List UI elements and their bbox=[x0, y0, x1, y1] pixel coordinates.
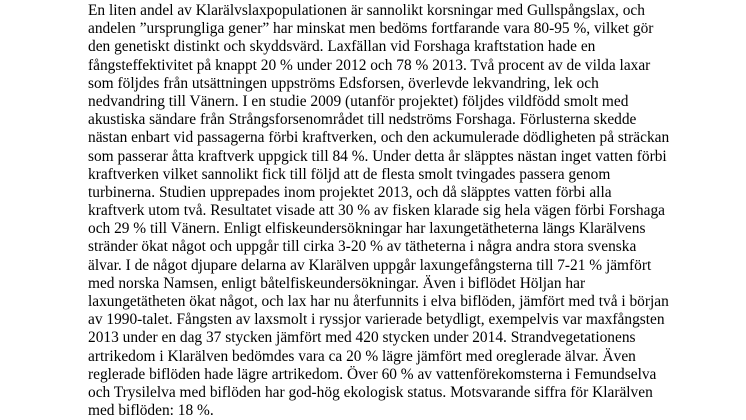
text-line: fångsteffektivitet på knappt 20 % under 2012 och 78 % 2013. Två procent av de vilda laxar bbox=[88, 56, 651, 74]
text-line: stränder ökat något och uppgår till cirka 3-20 % av tätheterna i några andra stora svenska bbox=[88, 238, 637, 256]
text-line: nedvandring till Vänern. I en studie 2009 (utanför projektet) följdes vildfödd smolt med bbox=[88, 92, 629, 110]
text-line: och 29 % till Vänern. Enligt elfiskeundersökningar har laxungetätheterna längs Klarälvens bbox=[88, 220, 646, 238]
text-line: som följdes från utsättningen uppströms Edsforsen, överlevde lekvandring, lek och bbox=[88, 74, 599, 92]
text-line: En liten andel av Klarälvslaxpopulationen är sannolikt korsningar med Gullspångslax, och bbox=[88, 2, 645, 19]
text-line: kraftverken vilket sannolikt fick till följd att de flesta smolt tvingades passera genom bbox=[88, 165, 611, 183]
text-line: andelen ”ursprungliga gener” har minskat men bedöms fortfarande vara 80-95 %, vilket gör bbox=[88, 20, 654, 38]
text-line: nästan enbart vid passagerna förbi kraftverken, och den ackumulerade dödligheten på sträckan bbox=[88, 129, 670, 147]
text-line: älvar. I de något djupare delarna av Klarälven uppgår laxungefångsterna till 7-21 % jämfört bbox=[88, 256, 652, 274]
text-line: som passerar åtta kraftverk uppgick till 84 %. Under detta år släpptes nästan inget vatten förbi bbox=[88, 147, 667, 165]
text-line: artrikedom i Klarälven bedömdes vara ca 20 % lägre jämfört med oreglerade älvar. Även bbox=[88, 347, 636, 365]
text-line: 2013 under en dag 37 stycken jämfört med 420 stycken under 2014. Strandvegetationens bbox=[88, 329, 636, 347]
text-line: och Trysilelva med biflöden har god-hög ekologisk status. Motsvarande siffra för Klarälven bbox=[88, 383, 653, 401]
text-line: den genetiskt distinkt och skyddsvärd. Laxfällan vid Forshaga kraftstation hade en bbox=[88, 38, 596, 56]
body-paragraph bbox=[88, 2, 738, 420]
text-line: med norska Namsen, enligt båtelfiskeundersökningar. Även i biflödet Höljan har bbox=[88, 274, 586, 292]
text-line: laxungetätheten ökat något, och lax har nu återfunnits i elva biflöden, jämfört med två i början bbox=[88, 293, 669, 310]
text-line: turbinerna. Studien upprepades inom projektet 2013, och då släpptes vatten förbi alla bbox=[88, 183, 612, 201]
text-line: akustiska sändare från Strångsforsenområdet till nedströms Forshaga. Förlusterna skedde bbox=[88, 111, 637, 129]
text-line: av 1990-talet. Fångsten av laxsmolt i ryssjor varierade betydligt, exempelvis var maxfångsten bbox=[88, 311, 665, 329]
text-line: kraftverk utom två. Resultatet visade att 30 % av fisken klarade sig hela vägen förbi Forshaga bbox=[88, 202, 665, 220]
text-line: med biflöden: 18 %. bbox=[88, 402, 214, 420]
text-line: reglerade biflöden hade lägre artrikedom. Över 60 % av vattenförekomsterna i Femundselva bbox=[88, 365, 657, 383]
